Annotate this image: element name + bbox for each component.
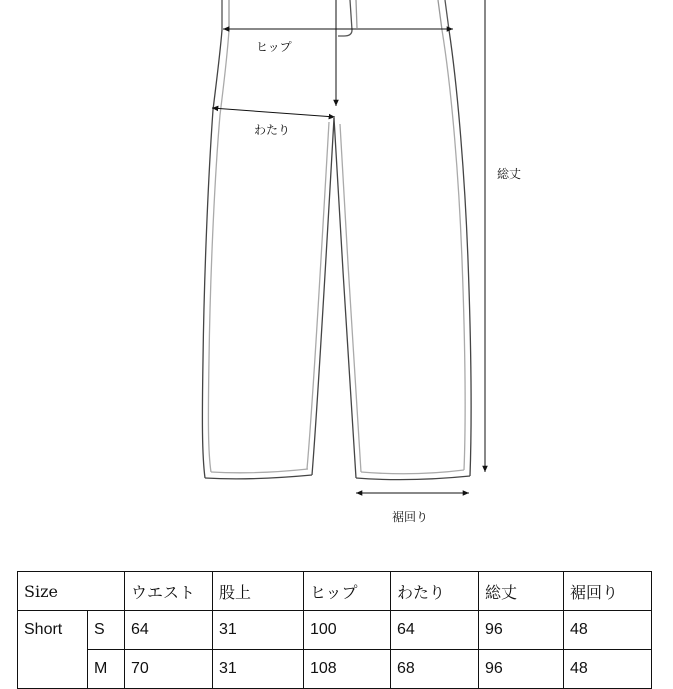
cell-length: 96 [479,650,564,689]
hem-label: 裾回り [392,510,429,524]
cell-thigh: 64 [391,611,479,650]
size-table [17,571,652,689]
cell-hem: 48 [564,611,652,650]
cell-length: 96 [479,611,564,650]
cell-rise: 31 [213,611,304,650]
header-rise: 股上 [213,572,304,611]
length-label: 総丈 [497,167,522,181]
header-thigh: わたり [391,572,479,611]
cell-hem: 48 [564,650,652,689]
table-header-row [18,572,652,611]
hip-label: ヒップ [256,40,292,54]
header-hip: ヒップ [304,572,391,611]
cell-waist: 70 [125,650,213,689]
cell-thigh: 68 [391,650,479,689]
header-length: 総丈 [479,572,564,611]
cell-waist: 64 [125,611,213,650]
cell-size: M [88,650,125,689]
measurement-arrows [212,0,485,493]
table-row [18,650,652,689]
cell-rise: 31 [213,650,304,689]
header-hem: 裾回り [564,572,652,611]
table-row [18,611,652,650]
header-waist: ウエスト [125,572,213,611]
cell-hip: 108 [304,650,391,689]
thigh-arrow [212,108,335,117]
cell-hip: 100 [304,611,391,650]
group-label: Short [18,611,88,689]
cell-size: S [88,611,125,650]
pants-outline [202,0,471,480]
header-size: Size [18,572,125,611]
thigh-label: わたり [254,123,291,137]
